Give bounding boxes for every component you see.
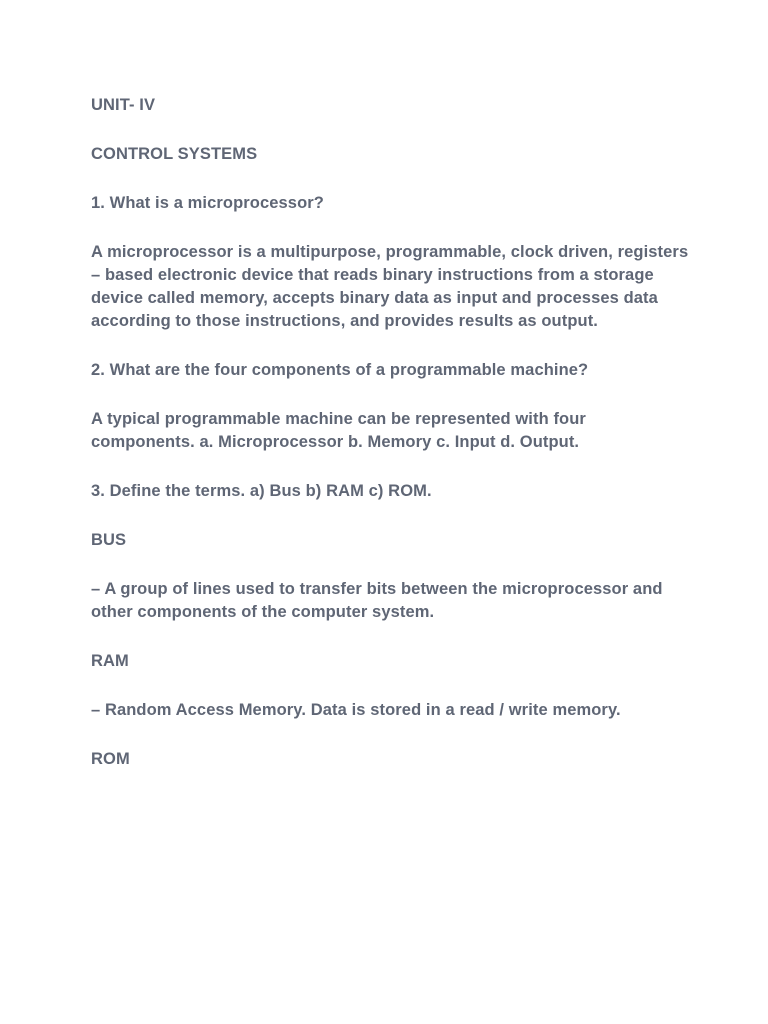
rom-heading: ROM <box>91 750 130 768</box>
question-1: 1. What is a microprocessor? <box>91 194 324 212</box>
section-heading: CONTROL SYSTEMS <box>91 145 258 163</box>
bus-heading: BUS <box>91 531 127 549</box>
unit-heading: UNIT- IV <box>91 96 156 114</box>
answer-1: A microprocessor is a multipurpose, programmable, clock driven, registers – based electronic device that reads binary instructions from a storage device called memory, accepts binary data as input and processes data according to those instructions, and provides results as output. <box>91 243 689 330</box>
ram-definition: – Random Access Memory. Data is stored in a read / write memory. <box>91 701 621 719</box>
answer-2: A typical programmable machine can be represented with four components. a. Microprocessor b. Memory c. Input d. Output. <box>91 410 586 451</box>
question-2: 2. What are the four components of a programmable machine? <box>91 361 589 379</box>
question-3: 3. Define the terms. a) Bus b) RAM c) ROM. <box>91 482 432 500</box>
document-page <box>91 94 691 797</box>
ram-heading: RAM <box>91 652 129 670</box>
bus-definition: – A group of lines used to transfer bits between the microprocessor and other components of the computer system. <box>91 580 663 621</box>
